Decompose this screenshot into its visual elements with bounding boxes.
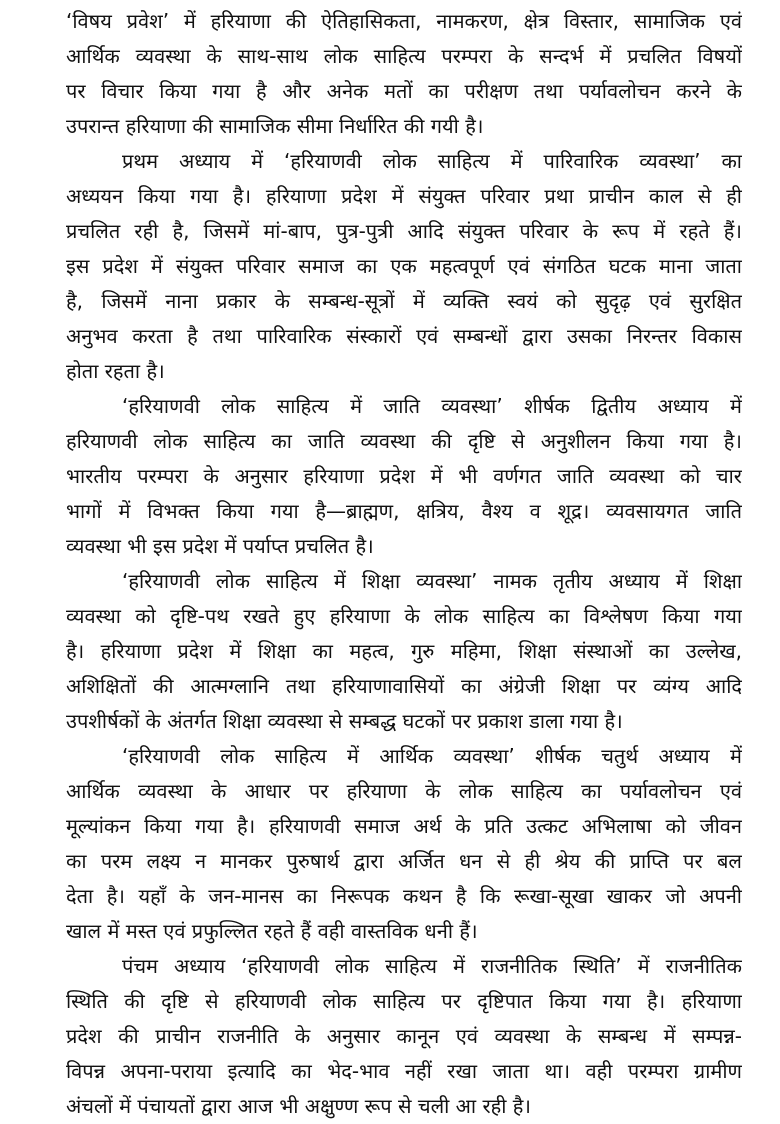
text-line: भागों में विभक्त किया गया है—ब्राह्मण, क्षत्रिय, वैश्य व शूद्र। व्यवसायगत जाति (66, 499, 742, 523)
paragraph (66, 389, 742, 564)
text-line: अध्ययन किया गया है। हरियाणा प्रदेश में संयुक्त परिवार प्रथा प्राचीन काल से ही (66, 184, 742, 208)
text-line: व्यवस्था को दृष्टि-पथ रखते हुए हरियाणा के लोक साहित्य का विश्लेषण किया गया (66, 604, 742, 628)
text-line: भारतीय परम्परा के अनुसार हरियाणा प्रदेश में भी वर्णगत जाति व्यवस्था को चार (66, 464, 742, 488)
text-line: आर्थिक व्यवस्था के आधार पर हरियाणा के लोक साहित्य का पर्यावलोचन एवं (66, 779, 742, 803)
text-line: ‘हरियाणवी लोक साहित्य में जाति व्यवस्था’ शीर्षक द्वितीय अध्याय में (122, 394, 742, 418)
paragraph (66, 4, 742, 144)
text-line: प्रदेश की प्राचीन राजनीति के अनुसार कानून एवं व्यवस्था के सम्बन्ध में सम्पन्न- (66, 1024, 742, 1048)
text-line: स्थिति की दृष्टि से हरियाणवी लोक साहित्य पर दृष्टिपात किया गया है। हरियाणा (66, 989, 742, 1013)
text-line: इस प्रदेश में संयुक्त परिवार समाज का एक महत्वपूर्ण एवं संगठित घटक माना जाता (66, 254, 742, 278)
text-line: का परम लक्ष्य न मानकर पुरुषार्थ द्वारा अर्जित धन से ही श्रेय की प्राप्ति पर बल (66, 849, 742, 873)
document-page (66, 4, 742, 1124)
text-line: देता है। यहाँ के जन-मानस का निरूपक कथन है कि रूखा-सूखा खाकर जो अपनी (66, 884, 742, 908)
text-line: हरियाणवी लोक साहित्य का जाति व्यवस्था की दृष्टि से अनुशीलन किया गया है। (66, 429, 742, 453)
paragraph (66, 739, 742, 949)
paragraph (66, 949, 742, 1124)
text-line: मूल्यांकन किया गया है। हरियाणवी समाज अर्थ के प्रति उत्कट अभिलाषा को जीवन (66, 814, 742, 838)
text-line: प्रचलित रही है, जिसमें मां-बाप, पुत्र-पुत्री आदि संयुक्त परिवार के रूप में रहते हैं। (66, 219, 742, 243)
text-line: पर विचार किया गया है और अनेक मतों का परीक्षण तथा पर्यावलोचन करने के (66, 79, 742, 103)
text-line: विपन्न अपना-पराया इत्यादि का भेद-भाव नहीं रखा जाता था। वही परम्परा ग्रामीण (66, 1059, 742, 1083)
text-line: आर्थिक व्यवस्था के साथ-साथ लोक साहित्य परम्परा के सन्दर्भ में प्रचलित विषयों (66, 44, 742, 68)
paragraph (66, 144, 742, 389)
text-line: अशिक्षितों की आत्मग्लानि तथा हरियाणावासियों का अंग्रेजी शिक्षा पर व्यंग्य आदि (66, 674, 742, 698)
text-line: खाल में मस्त एवं प्रफुल्लित रहते हैं वही वास्तविक धनी हैं। (66, 919, 478, 943)
text-line: अनुभव करता है तथा पारिवारिक संस्कारों एवं सम्बन्धों द्वारा उसका निरन्तर विकास (66, 324, 742, 348)
text-line: है। हरियाणा प्रदेश में शिक्षा का महत्व, गुरु महिमा, शिक्षा संस्थाओं का उल्लेख, (66, 639, 742, 663)
text-line: प्रथम अध्याय में ‘हरियाणवी लोक साहित्य में पारिवारिक व्यवस्था’ का (122, 149, 742, 173)
text-line: उपरान्त हरियाणा की सामाजिक सीमा निर्धारित की गयी है। (66, 114, 484, 138)
text-line: ‘हरियाणवी लोक साहित्य में आर्थिक व्यवस्था’ शीर्षक चतुर्थ अध्याय में (122, 744, 742, 768)
text-line: व्यवस्था भी इस प्रदेश में पर्याप्त प्रचलित है। (66, 534, 374, 558)
text-line: अंचलों में पंचायतों द्वारा आज भी अक्षुण्ण रूप से चली आ रही है। (66, 1094, 532, 1118)
text-line: है, जिसमें नाना प्रकार के सम्बन्ध-सूत्रों में व्यक्ति स्वयं को सुदृढ़ एवं सुरक्षित (66, 289, 742, 313)
text-line: होता रहता है। (66, 359, 165, 383)
text-line: ‘हरियाणवी लोक साहित्य में शिक्षा व्यवस्था’ नामक तृतीय अध्याय में शिक्षा (122, 569, 742, 593)
text-line: ‘विषय प्रवेश’ में हरियाणा की ऐतिहासिकता, नामकरण, क्षेत्र विस्तार, सामाजिक एवं (66, 9, 742, 33)
text-line: पंचम अध्याय ‘हरियाणवी लोक साहित्य में राजनीतिक स्थिति’ में राजनीतिक (122, 954, 742, 978)
text-line: उपशीर्षकों के अंतर्गत शिक्षा व्यवस्था से सम्बद्ध घटकों पर प्रकाश डाला गया है। (66, 709, 623, 733)
paragraph (66, 564, 742, 739)
